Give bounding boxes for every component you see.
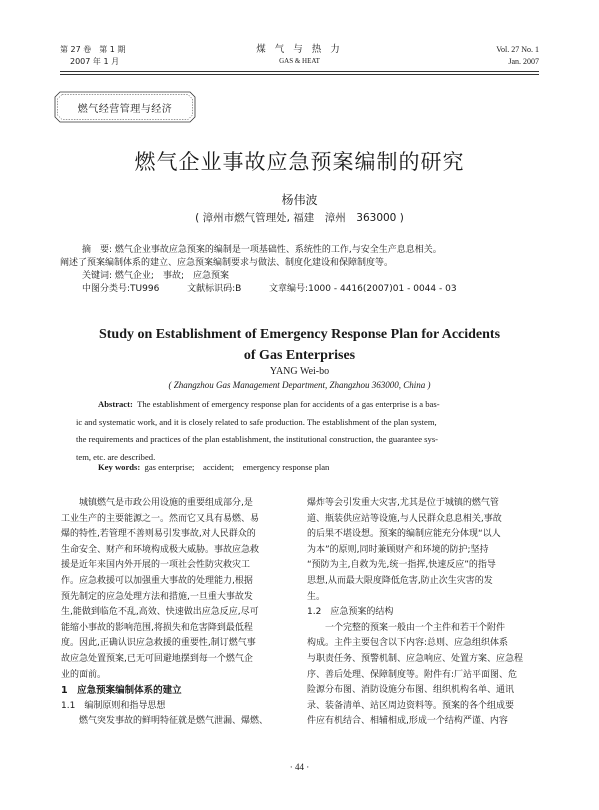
clc-label: 中图分类号: — [82, 284, 131, 294]
body-right-line: 一个完整的预案一般由一个主件和若干个附件 — [325, 622, 506, 633]
abstract-cn-line2: 阐述了预案编制体系的建立、应急预案编制要求与做法、制度化建设和保障制度等。 — [60, 258, 394, 268]
body-right-line: “预防为主,自救为先,统一指挥,快速反应”的指导 — [307, 560, 496, 571]
body-right-line: 生。 — [307, 591, 326, 602]
vol-issue-en: Vol. 27 No. 1 — [496, 45, 539, 54]
body-right-line: 思想,从而最大限度降低危害,防止次生灾害的发 — [307, 575, 493, 586]
running-header — [60, 44, 539, 70]
body-left-line: 城镇燃气是市政公用设施的重要组成部分,是 — [79, 498, 253, 508]
header-rule-double — [60, 74, 539, 75]
abstract-en-line3: the requirements and practices of the plan establishment, the institutional construction, the guarantee sys- — [76, 434, 439, 444]
title-en — [0, 324, 599, 366]
affiliation-en: ( Zhangzhou Gas Management Department, Zhangzhou 363000, China ) — [168, 380, 431, 390]
body-right-line: 爆炸等会引发重大灾害,尤其是位于城镇的燃气管 — [307, 498, 499, 508]
abstract-en-line1: The establishment of emergency response plan for accidents of a gas enterprise is a bas- — [137, 399, 440, 409]
doc-code-value: B — [235, 284, 242, 294]
author-en: YANG Wei-bo — [269, 366, 330, 377]
author-cn: 杨伟波 — [281, 193, 318, 207]
article-no-value: 1000 - 4416(2007)01 - 0044 - 03 — [308, 284, 457, 294]
subsection-heading-1-2: 1.2 应急预案的结构 — [307, 607, 394, 618]
body-left-line: 预先制定的应急处理方法和措施,一旦重大事故发 — [61, 591, 253, 602]
abstract-en-line2: ic and systematic work, and it is closely related to safe production. The establishment of the plan system, — [76, 416, 437, 427]
date-en: Jan. 2007 — [508, 57, 539, 66]
abstract-en-line4: tem, etc. are described. — [76, 451, 156, 462]
header-right — [496, 44, 539, 68]
body-right-line: 录、装备清单、站区周边资料等。预案的各个组成要 — [307, 700, 515, 711]
keywords-en-text: gas enterprise; accident; emergency response plan — [144, 462, 330, 472]
body-left-line: 燃气突发事故的鲜明特征就是燃气泄漏、爆燃、 — [79, 716, 269, 727]
date-cn: 2007 年 1 月 — [70, 57, 120, 66]
title-en-line2: of Gas Enterprises — [243, 348, 356, 363]
body-right-line: 道、瓶装供应站等设施,与人民群众息息相关,事故 — [307, 513, 502, 524]
body-right-line: 与职责任务、预警机制、应急响应、处置方案、应急程 — [307, 653, 524, 664]
body-right-line: 的后果不堪设想。预案的编制应能充分体现“以人 — [307, 529, 501, 540]
body-left-column — [61, 496, 293, 730]
body-left-line: 度。因此,正确认识应急救援的重要性,制订燃气事 — [61, 638, 256, 649]
body-right-line: 为本”的原则,同时兼顾财产和环境的防护;坚持 — [307, 544, 489, 555]
body-left-line: 故应急处置预案,已无可回避地摆到每一个燃气企 — [61, 653, 253, 664]
body-left-line: 爆的特性,若管理不善则易引发事故,对人民群众的 — [61, 529, 256, 540]
title-en-line1: Study on Establishment of Emergency Response Plan for Accidents — [98, 327, 501, 342]
keywords-en — [98, 461, 329, 473]
body-left-line: 援是近年来国内外开展的一项社会性防灾救灾工 — [61, 560, 251, 571]
abstract-en-label: Abstract: — [98, 399, 133, 409]
keywords-cn-label: 关键词: — [82, 271, 113, 281]
vol-issue-cn: 第 27 卷 第 1 期 — [60, 45, 126, 54]
column-tag-label: 燃气经营管理与经济 — [77, 104, 173, 115]
body-left-line: 生命安全、财产和环境构成极大威胁。事故应急救 — [61, 544, 260, 555]
abstract-cn-line1: 燃气企业事故应急预案的编制是一项基础性、系统性的工作,与安全生产息息相关。 — [114, 245, 442, 255]
page-number: · 44 · — [289, 762, 310, 772]
body-left-line: 业的面前。 — [61, 669, 107, 680]
affiliation-cn: ( 漳州市燃气管理处, 福建 漳州 363000 ) — [195, 212, 404, 224]
section-heading-1: 1 应急预案编制体系的建立 — [61, 685, 182, 697]
abstract-cn-label: 摘 要: — [82, 245, 113, 255]
body-left-line: 生,能做到临危不乱,高效、快速做出应急反应,尽可 — [61, 607, 259, 618]
clc-value: TU996 — [130, 284, 160, 294]
title-cn: 燃气企业事故应急预案编制的研究 — [134, 150, 465, 174]
keywords-en-label: Key words: — [98, 462, 141, 472]
body-left-line: 能缩小事故的影响范围,将损失和危害降到最低程 — [61, 622, 253, 633]
body-left-line: 作。应急救援可以加强重大事故的处理能力,根据 — [61, 575, 253, 586]
body-left-line: 工业生产的主要能源之一。然而它又具有易燃、易 — [61, 513, 260, 524]
body-right-line: 序、善后处理、保障制度等。附件有:厂站平面图、危 — [307, 669, 518, 680]
body-right-line: 件应有机结合、相辅相成,形成一个结构严谨、内容 — [307, 716, 508, 727]
header-center — [60, 44, 539, 67]
body-right-column — [307, 496, 539, 730]
article-no-label: 文章编号: — [269, 284, 309, 294]
subsection-heading-1-1: 1.1 编制原则和指导思想 — [61, 700, 166, 711]
body-right-line: 构成。主件主要包含以下内容:总则、应急组织体系 — [307, 638, 509, 649]
column-tag — [54, 91, 196, 123]
journal-name-cn: 煤 气 与 热 力 — [256, 44, 343, 55]
body-right-line: 险源分布图、消防设施分布图、组织机构名单、通讯 — [307, 685, 515, 696]
keywords-cn: 燃气企业; 事故; 应急预案 — [114, 271, 229, 281]
abstract-en — [76, 396, 532, 466]
doc-code-label: 文献标识码: — [187, 284, 236, 294]
header-rule — [60, 71, 539, 72]
journal-name-en: GAS & HEAT — [279, 57, 320, 65]
abstract-cn — [60, 244, 539, 296]
